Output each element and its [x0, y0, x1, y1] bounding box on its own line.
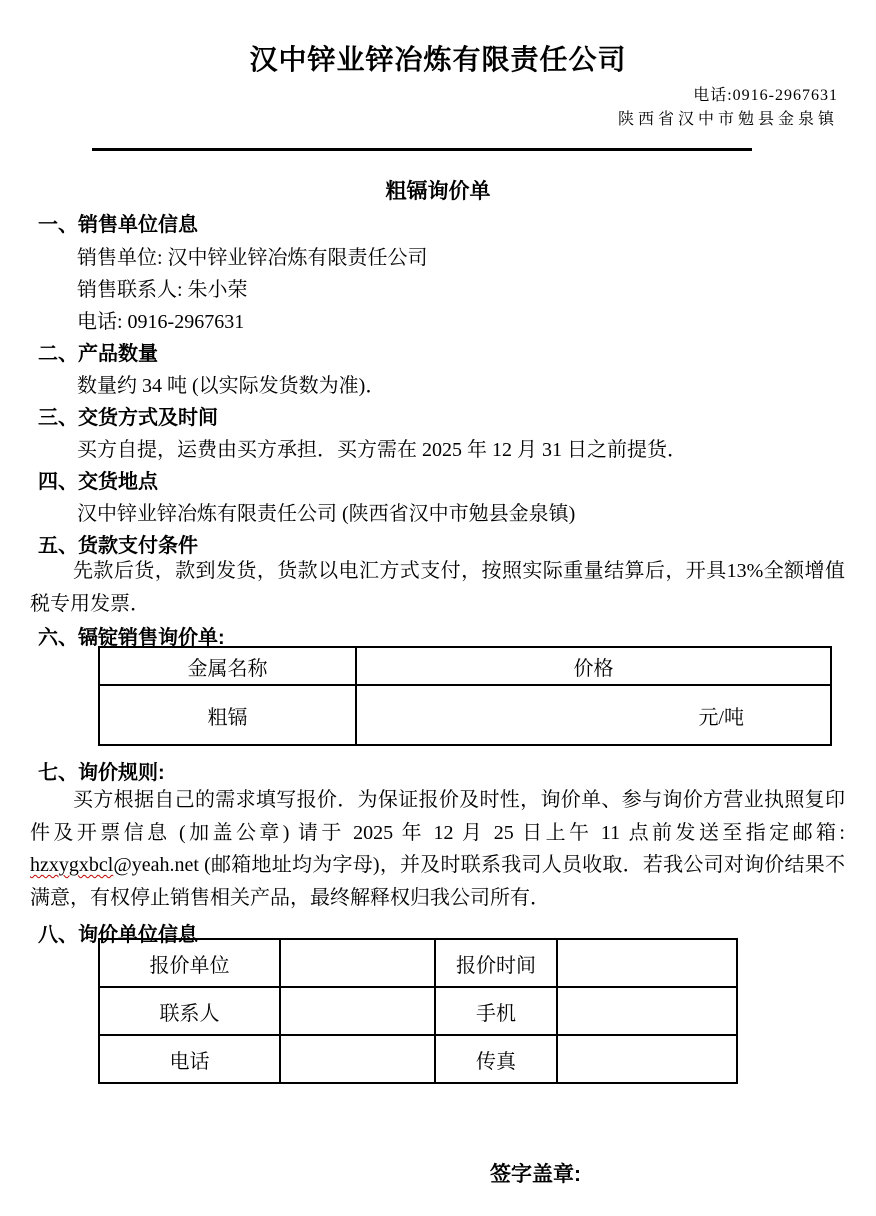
section-1-heading: 一、销售单位信息 — [38, 214, 198, 236]
mobile-input-cell[interactable] — [557, 987, 737, 1035]
inquiry-table-row-3 — [99, 1035, 737, 1083]
header-address: 陕西省汉中市勉县金泉镇 — [617, 111, 838, 128]
fax-label: 传真 — [435, 1035, 557, 1083]
section-3-heading: 三、交货方式及时间 — [38, 407, 218, 429]
rules-text-after-email: (邮箱地址均为字母)，并及时联系我司人员收取．若我公司对询价结果不满意，有权停止销售相关产品，最终解释权归我公司所有． — [30, 854, 845, 909]
seller-phone-line: 电话: 0916-2967631 — [77, 311, 245, 333]
seller-contact-line: 销售联系人: 朱小荣 — [77, 279, 248, 301]
email-address-flagged: hzxygxbcl — [30, 854, 114, 876]
quote-time-label: 报价时间 — [435, 939, 557, 987]
phone-input-cell[interactable] — [280, 1035, 435, 1083]
delivery-terms-line: 买方自提，运费由买方承担．买方需在 2025 年 12 月 31 日之前提货． — [77, 439, 687, 461]
inquiry-table-row-1 — [99, 939, 737, 987]
payment-terms-paragraph: 先款后货，款到发货，货款以电汇方式支付，按照实际重量结算后，开具13%全额增值税专用发票． — [30, 560, 845, 615]
signature-seal-label: 签字盖章: — [490, 1163, 581, 1186]
header-divider — [92, 148, 752, 151]
price-table-header-row — [99, 647, 831, 685]
price-table-header-metal: 金属名称 — [99, 647, 356, 685]
section-8-heading: 八、询价单位信息 — [38, 924, 198, 946]
company-title: 汉中锌业锌冶炼有限责任公司 — [249, 44, 627, 75]
quantity-line: 数量约 34 吨 (以实际发货数为准)． — [77, 375, 386, 397]
inquiry-party-table — [98, 938, 738, 1084]
price-table-metal-cell: 粗镉 — [99, 685, 356, 745]
inquiry-rules-paragraph — [30, 784, 845, 914]
contact-person-label: 联系人 — [99, 987, 280, 1035]
contact-person-input-cell[interactable] — [280, 987, 435, 1035]
section-6-heading: 六、镉锭销售询价单: — [38, 627, 225, 649]
header-contact-block — [618, 84, 838, 132]
section-7-heading: 七、询价规则: — [38, 762, 165, 784]
delivery-address-line: 汉中锌业锌冶炼有限责任公司 (陕西省汉中市勉县金泉镇) — [77, 503, 576, 525]
quote-time-input-cell[interactable] — [557, 939, 737, 987]
phone-label: 电话 — [99, 1035, 280, 1083]
quote-company-input-cell[interactable] — [280, 939, 435, 987]
seller-name-line: 销售单位: 汉中锌业锌冶炼有限责任公司 — [77, 247, 428, 269]
email-address-domain: @yeah.net — [113, 854, 199, 876]
quote-company-label: 报价单位 — [99, 939, 280, 987]
rules-text-before-email: 买方根据自己的需求填写报价．为保证报价及时性，询价单、参与询价方营业执照复印件及开票信息 (加盖公章) 请于 2025 年 12 月 25 日上午 11 点前发送至指定邮箱: — [30, 789, 845, 844]
price-table-price-input-cell[interactable] — [356, 685, 831, 745]
header-phone: 电话:0916-2967631 — [693, 87, 838, 104]
price-table — [98, 646, 832, 746]
section-5-heading: 五、货款支付条件 — [38, 535, 198, 557]
price-table-data-row — [99, 685, 831, 745]
price-table-header-price: 价格 — [356, 647, 831, 685]
inquiry-table-row-2 — [99, 987, 737, 1035]
fax-input-cell[interactable] — [557, 1035, 737, 1083]
price-unit-label: 元/吨 — [698, 706, 744, 729]
form-title: 粗镉询价单 — [385, 180, 491, 203]
section-4-heading: 四、交货地点 — [38, 471, 158, 493]
section-2-heading: 二、产品数量 — [38, 343, 158, 365]
mobile-label: 手机 — [435, 987, 557, 1035]
